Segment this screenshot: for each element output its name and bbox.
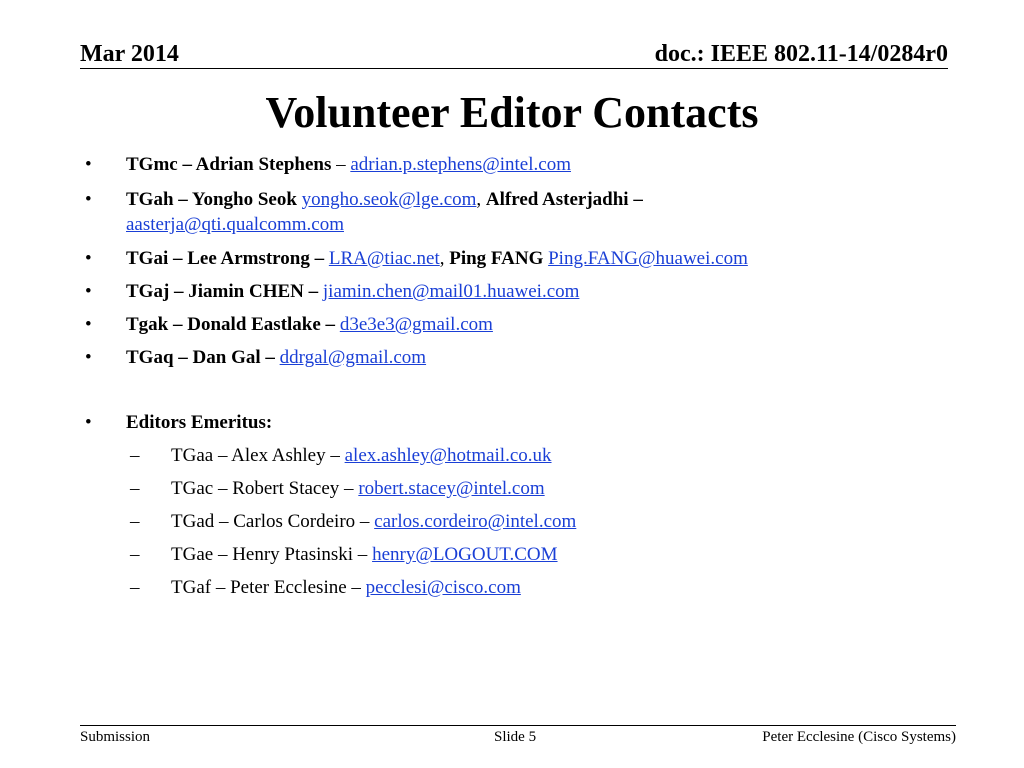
editor-name-2: Alfred Asterjadhi – <box>485 189 643 210</box>
email-link[interactable]: jiamin.chen@mail01.huawei.com <box>322 281 580 302</box>
footer-submission: Submission <box>80 729 151 745</box>
email-link[interactable]: yongho.seok@lge.com <box>301 189 477 210</box>
list-item-text <box>126 187 826 237</box>
email-link[interactable]: d3e3e3@gmail.com <box>339 314 493 335</box>
dash-marker: – <box>130 544 140 565</box>
header-date: Mar 2014 <box>80 41 179 67</box>
dash-marker: – <box>130 478 140 499</box>
editor-name: Dan Gal – <box>192 347 275 368</box>
separator: – <box>173 347 193 368</box>
group-label: Tgak <box>126 314 169 335</box>
bullet-marker: • <box>85 412 92 433</box>
bullet-marker: • <box>85 281 92 302</box>
email-link[interactable]: pecclesi@cisco.com <box>365 577 521 598</box>
group-label: TGaj <box>126 281 170 302</box>
email-link[interactable]: robert.stacey@intel.com <box>358 478 545 499</box>
dash-marker: – <box>130 445 140 466</box>
footer-author: Peter Ecclesine (Cisco Systems) <box>762 729 956 745</box>
editor-name: Adrian Stephens <box>195 154 332 175</box>
footer-slide-number: Slide 5 <box>494 729 537 745</box>
sub-item-text <box>171 476 951 501</box>
list-item-text <box>126 246 946 271</box>
email-link[interactable]: adrian.p.stephens@intel.com <box>350 154 571 175</box>
emeritus-editor: TGaa – Alex Ashley – <box>171 445 345 466</box>
separator: – <box>168 314 188 335</box>
group-label: TGmc <box>126 154 178 175</box>
email-link[interactable]: ddrgal@gmail.com <box>279 347 427 368</box>
bullet-marker: • <box>85 314 92 335</box>
header-doc-id: doc.: IEEE 802.11-14/0284r0 <box>654 41 948 67</box>
sub-item-text <box>171 509 951 534</box>
editor-name: Lee Armstrong – <box>187 248 325 269</box>
comma: , <box>439 248 445 269</box>
email-link-2[interactable]: Ping.FANG@huawei.com <box>548 248 748 269</box>
dash-marker: – <box>130 511 140 532</box>
list-item-text <box>126 345 946 370</box>
bullet-marker: • <box>85 347 92 368</box>
header-rule <box>80 68 948 69</box>
editor-name: Yongho Seok <box>191 189 297 210</box>
emeritus-editor: TGac – Robert Stacey – <box>171 478 359 499</box>
footer-rule <box>80 725 956 726</box>
emeritus-heading: Editors Emeritus: <box>126 412 273 433</box>
emeritus-editor: TGae – Henry Ptasinski – <box>171 544 373 565</box>
group-label: TGaq <box>126 347 174 368</box>
emeritus-editor: TGaf – Peter Ecclesine – <box>171 577 366 598</box>
dash-marker: – <box>130 577 140 598</box>
editor-name: Jiamin CHEN – <box>188 281 319 302</box>
bullet-marker: • <box>85 154 92 175</box>
separator: – <box>168 248 188 269</box>
sub-item-text <box>171 575 951 600</box>
email-link-2[interactable]: aasterja@qti.qualcomm.com <box>126 214 344 235</box>
sub-item-text <box>171 443 951 468</box>
separator: – <box>169 281 189 302</box>
email-link[interactable]: alex.ashley@hotmail.co.uk <box>344 445 552 466</box>
email-link[interactable]: carlos.cordeiro@intel.com <box>374 511 577 532</box>
list-item-text <box>126 312 946 337</box>
sub-item-text <box>171 542 951 567</box>
separator: – <box>331 154 351 175</box>
group-label: TGai <box>126 248 169 269</box>
slide-title: Volunteer Editor Contacts <box>265 88 759 137</box>
list-item-text <box>126 152 946 177</box>
group-label: TGah <box>126 189 174 210</box>
separator: – <box>173 189 192 210</box>
comma: , <box>476 189 482 210</box>
editor-name: Donald Eastlake – <box>187 314 336 335</box>
bullet-marker: • <box>85 189 92 210</box>
bullet-marker: • <box>85 248 92 269</box>
editor-name-2: Ping FANG <box>449 248 544 269</box>
separator: – <box>177 154 196 175</box>
list-item-text <box>126 279 946 304</box>
email-link[interactable]: LRA@tiac.net <box>328 248 440 269</box>
emeritus-editor: TGad – Carlos Cordeiro – <box>171 511 375 532</box>
email-link[interactable]: henry@LOGOUT.COM <box>372 544 558 565</box>
